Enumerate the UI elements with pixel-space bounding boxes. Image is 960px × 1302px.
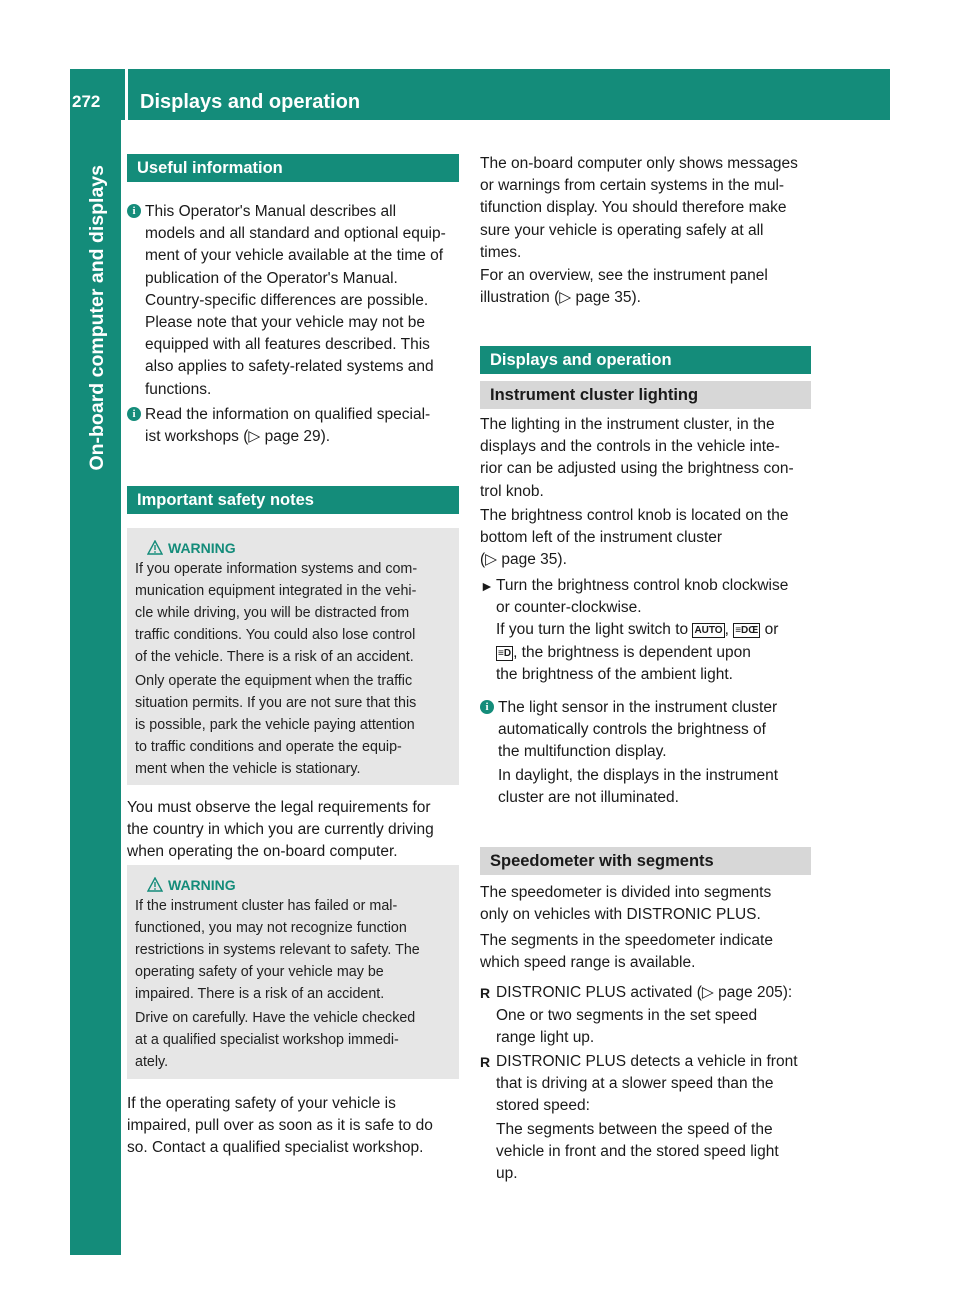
text-line: or warnings from certain systems in the mul-	[480, 177, 785, 195]
warning-label: WARNING	[168, 877, 236, 893]
text-line: Only operate the equipment when the traffic	[135, 673, 413, 689]
info-note-operators-manual	[127, 201, 459, 401]
text-line: rior can be adjusted using the brightness con-	[480, 460, 794, 478]
text-line: The segments between the speed of the	[496, 1120, 773, 1138]
text-line: One or two segments in the set speed	[496, 1007, 758, 1025]
text-line: the multifunction display.	[498, 743, 667, 761]
text-line: tifunction display. You should therefore make	[480, 199, 787, 217]
body-paragraph-messages	[480, 153, 811, 264]
list-item-distronic-activated	[480, 982, 811, 1050]
info-note-lines	[498, 697, 811, 764]
step-result	[496, 619, 811, 686]
text-line: to traffic conditions and operate the equip-	[135, 739, 402, 755]
list-item-sub-lines	[496, 1005, 811, 1049]
warning-triangle-icon	[147, 877, 163, 892]
text-line: the country in which you are currently driving	[127, 821, 434, 839]
text-line: If the operating safety of your vehicle is	[127, 1095, 396, 1112]
warning-paragraph	[135, 895, 451, 1005]
list-bullet-icon: R	[480, 1054, 491, 1070]
list-item	[480, 982, 811, 1050]
text-line: publication of the Operator's Manual.	[145, 269, 398, 287]
info-note	[127, 201, 459, 401]
text-line: that is driving at a slower speed than the	[496, 1075, 774, 1093]
warning-box-distraction	[127, 528, 459, 785]
text-line: equipped with all features described. This	[145, 336, 430, 354]
text-line: functions.	[145, 380, 212, 398]
text-line: situation permits. If you are not sure that this	[135, 695, 417, 711]
text-line: when operating the on-board computer.	[127, 843, 398, 861]
info-note	[480, 697, 811, 809]
body-paragraph-overview	[480, 265, 811, 309]
result-text: If you turn the light switch to	[496, 621, 693, 639]
body-paragraph-lighting	[480, 414, 811, 503]
info-note-light-sensor	[480, 697, 811, 809]
section-heading-useful-information: Useful information	[127, 154, 459, 182]
info-note-lines	[498, 765, 811, 809]
text-line: Drive on carefully. Have the vehicle checked	[135, 1010, 416, 1026]
text-line: only on vehicles with DISTRONIC PLUS.	[480, 906, 761, 924]
result-text: the brightness of the ambient light.	[496, 665, 733, 683]
text-line: trol knob.	[480, 482, 544, 500]
text-line: displays and the controls in the vehicle inte-	[480, 438, 780, 456]
body-paragraph-legal-requirements	[127, 797, 459, 864]
text-line: range light up.	[496, 1029, 595, 1047]
text-line: functioned, you may not recognize function	[135, 920, 407, 936]
text-line: at a qualified specialist workshop immedi-	[135, 1032, 399, 1048]
section-heading-important-safety-notes: Important safety notes	[127, 486, 459, 514]
text-line: This Operator's Manual describes all	[145, 203, 397, 220]
text-line: Turn the brightness control knob clockwise	[496, 577, 789, 594]
text-line: You must observe the legal requirements for	[127, 799, 431, 816]
list-item-distronic-detects	[480, 1051, 811, 1185]
step-lines	[496, 575, 811, 619]
warning-paragraph	[135, 670, 451, 780]
warning-paragraph	[135, 558, 451, 668]
text-line: cluster are not illuminated.	[498, 788, 679, 806]
text-line: which speed range is available.	[480, 954, 696, 972]
warning-triangle-icon	[147, 540, 163, 555]
section-heading-displays-and-operation: Displays and operation	[480, 346, 811, 374]
text-line: traffic conditions. You could also lose control	[135, 627, 416, 643]
separator-text: or	[760, 621, 779, 639]
warning-label: WARNING	[168, 540, 236, 556]
text-line: If the instrument cluster has failed or mal-	[135, 898, 398, 914]
text-line: up.	[496, 1165, 518, 1183]
text-line: ment when the vehicle is stationary.	[135, 761, 361, 777]
text-line: DISTRONIC PLUS detects a vehicle in front	[496, 1053, 798, 1070]
low-beam-symbol-icon: ≡D	[498, 647, 512, 659]
list-item	[480, 1051, 811, 1185]
chapter-label-wrap	[84, 165, 110, 535]
text-line: so. Contact a qualified specialist workshop.	[127, 1139, 424, 1157]
info-note-lines	[145, 201, 459, 401]
text-line: models and all standard and optional equip-	[145, 225, 446, 243]
auto-light-symbol-icon: AUTO	[694, 625, 723, 637]
text-line: Country-specific differences are possible.	[145, 291, 429, 309]
text-line: The light sensor in the instrument cluster	[498, 699, 778, 716]
text-line: is possible, park the vehicle paying attention	[135, 717, 415, 733]
text-line: ist workshops (▷ page 29).	[145, 428, 331, 446]
text-line: The on-board computer only shows messages	[480, 155, 798, 172]
text-line: cle while driving, you will be distracted from	[135, 605, 410, 621]
text-line: For an overview, see the instrument panel	[480, 267, 768, 284]
text-line: The lighting in the instrument cluster, in the	[480, 416, 775, 433]
text-line: vehicle in front and the stored speed light	[496, 1142, 779, 1160]
chapter-label: On-board computer and displays	[86, 165, 108, 471]
text-line: of the vehicle. There is a risk of an accident.	[135, 649, 414, 665]
text-line: ately.	[135, 1054, 169, 1070]
page-number: 272	[72, 92, 101, 111]
list-bullet-icon: R	[480, 985, 491, 1001]
text-line: stored speed:	[496, 1097, 590, 1115]
page-title: Displays and operation	[140, 91, 361, 113]
separator-text: ,	[724, 621, 734, 639]
text-line: If you operate information systems and com-	[135, 561, 418, 577]
step-arrow-icon: ►	[480, 578, 494, 594]
list-item-sub-lines	[496, 1119, 811, 1186]
warning-box-instrument-cluster	[127, 865, 459, 1079]
text-line: In daylight, the displays in the instrument	[498, 766, 779, 784]
result-text: , the brightness is dependent upon	[513, 643, 751, 661]
text-line: The segments in the speedometer indicate	[480, 932, 773, 949]
body-paragraph-segments	[480, 882, 811, 926]
text-line: illustration (▷ page 35).	[480, 289, 641, 307]
text-line: or counter-clockwise.	[496, 599, 642, 617]
warning-header	[135, 538, 451, 558]
text-line: impaired, pull over as soon as it is safe to do	[127, 1117, 433, 1135]
info-icon: i	[127, 407, 141, 421]
list-item-lines	[496, 1051, 811, 1118]
warning-paragraph	[135, 1007, 451, 1073]
info-icon: i	[480, 700, 494, 714]
text-line: The brightness control knob is located on the	[480, 507, 789, 524]
instruction-step	[480, 575, 811, 686]
text-line: (▷ page 35).	[480, 551, 567, 569]
body-paragraph-segments-indicate	[480, 930, 811, 974]
body-paragraph-knob-location	[480, 505, 811, 572]
side-tab-gap	[70, 1255, 121, 1302]
warning-header	[135, 875, 451, 895]
text-line: sure your vehicle is operating safely at all	[480, 221, 764, 239]
subsection-heading-instrument-cluster-lighting: Instrument cluster lighting	[480, 381, 811, 409]
info-note-lines	[145, 404, 459, 448]
subsection-heading-speedometer: Speedometer with segments	[480, 847, 811, 875]
text-line: Read the information on qualified special-	[145, 406, 431, 423]
body-paragraph-pull-over	[127, 1093, 459, 1160]
text-line: restrictions in systems relevant to safety. The	[135, 942, 420, 958]
text-line: times.	[480, 243, 522, 261]
header-divider	[125, 69, 128, 120]
text-line: Please note that your vehicle may not be	[145, 314, 426, 332]
text-line: automatically controls the brightness of	[498, 721, 766, 739]
text-line: munication equipment integrated in the vehi-	[135, 583, 417, 599]
text-line: impaired. There is a risk of an accident.	[135, 986, 385, 1002]
text-line: The speedometer is divided into segments	[480, 884, 772, 901]
parking-light-symbol-icon: ≡DŒ	[735, 625, 759, 637]
text-line: also applies to safety-related systems and	[145, 358, 434, 376]
step-turn-knob	[480, 575, 811, 686]
text-line: ment of your vehicle available at the time of	[145, 247, 444, 265]
info-icon: i	[127, 204, 141, 218]
info-note-workshops	[127, 404, 459, 448]
info-note	[127, 404, 459, 448]
list-item-lines	[496, 982, 811, 1004]
text-line: bottom left of the instrument cluster	[480, 529, 723, 547]
text-line: operating safety of your vehicle may be	[135, 964, 384, 980]
text-line: DISTRONIC PLUS activated (▷ page 205):	[496, 984, 793, 1001]
